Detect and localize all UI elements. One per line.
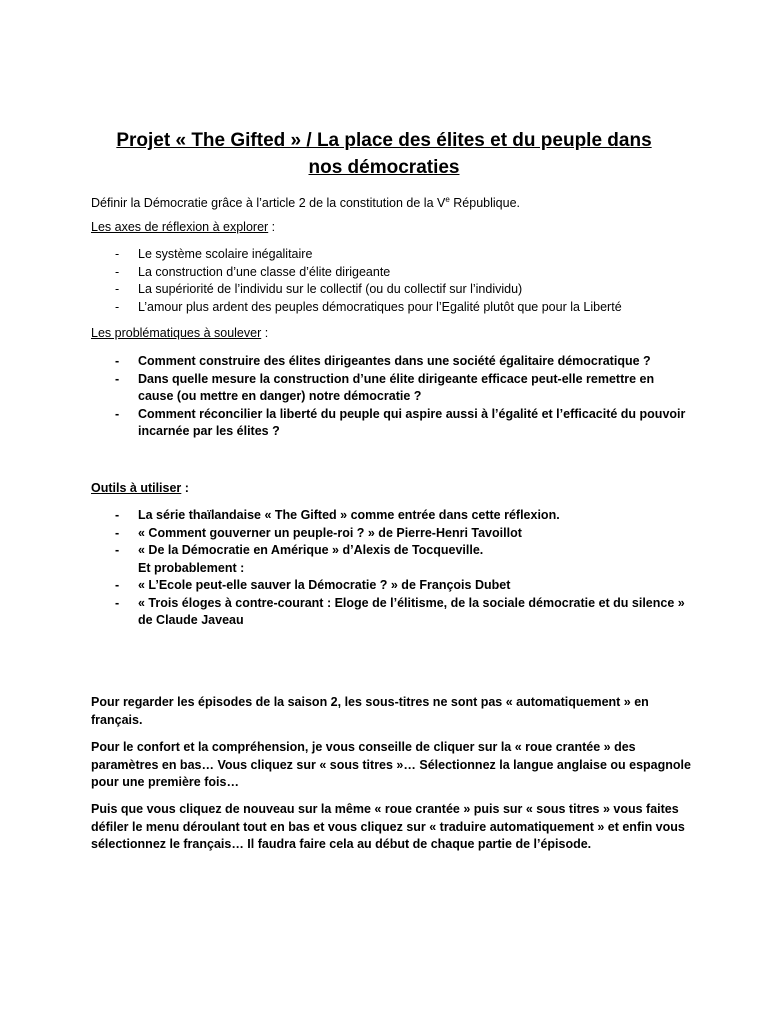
dash-bullet: - <box>115 508 120 522</box>
list-item-text: Comment construire des élites dirigeantes dans une société égalitaire démocratique ? <box>138 354 651 368</box>
intro-end: République. <box>449 196 520 211</box>
list-item <box>91 371 691 406</box>
title-line-1: Projet « The Gifted » / La place des élites et du peuple dans <box>116 130 652 151</box>
list-item-text: Le système scolaire inégalitaire <box>138 247 313 261</box>
list-item <box>91 507 691 525</box>
list-item <box>91 595 691 630</box>
outils-heading-line <box>91 480 691 498</box>
list-item-text: Comment réconcilier la liberté du peuple qui aspire aussi à l’égalité et l’efficacité du pouvoir incarnée par les élites ? <box>138 406 686 438</box>
list-item-text: « Trois éloges à contre-courant : Eloge de l’élitisme, de la sociale démocratie et du silence » de Claude Javeau <box>138 595 685 627</box>
list-item <box>91 577 691 595</box>
list-item-text: « L’Ecole peut-elle sauver la Démocratie ? » de François Dubet <box>138 578 511 592</box>
axes-list <box>91 246 691 316</box>
list-item-text: « Comment gouverner un peuple-roi ? » de Pierre-Henri Tavoillot <box>138 525 522 540</box>
dash-bullet: - <box>115 543 120 557</box>
list-item <box>91 281 691 299</box>
outils-list <box>91 507 691 630</box>
list-item <box>91 406 691 441</box>
list-item <box>91 353 691 371</box>
note-paragraph: Puis que vous cliquez de nouveau sur la même « roue crantée » puis sur « sous titres » vous faites défiler le menu déroulant tout en bas et vous cliquez sur « traduire automatiquement » et enfin vous sélectionnez le français… Il faudra faire cela au début de chaque partie de l’épisode. <box>91 802 685 851</box>
problematiques-list <box>91 353 691 441</box>
outils-colon: : <box>181 481 189 495</box>
dash-bullet: - <box>115 282 120 296</box>
list-item-text: Dans quelle mesure la construction d’une élite dirigeante efficace peut-elle remettre en cause (ou mettre en danger) notre démocratie ? <box>138 371 655 403</box>
list-item <box>91 299 691 317</box>
list-item <box>91 264 691 282</box>
list-item-text: L’amour plus ardent des peuples démocratiques pour l’Egalité plutôt que pour la Liberté <box>138 299 622 314</box>
note-paragraph: Pour le confort et la compréhension, je vous conseille de cliquer sur la « roue crantée » des paramètres en bas… Vous cliquez sur « sous titres »… Sélectionnez la langue anglaise ou espagnole pour une première fois… <box>91 740 691 789</box>
dash-bullet: - <box>115 299 120 314</box>
dash-bullet: - <box>115 578 120 592</box>
document-title <box>60 127 708 181</box>
intro-paragraph <box>91 191 691 213</box>
dash-bullet: - <box>115 595 120 610</box>
list-item-text: « De la Démocratie en Amérique » d’Alexis de Tocqueville. <box>138 543 484 557</box>
list-item-text: La construction d’une classe d’élite dirigeante <box>138 264 391 279</box>
list-item <box>91 246 691 264</box>
list-item <box>91 542 691 560</box>
axes-colon: : <box>268 220 276 234</box>
problematiques-colon: : <box>261 326 269 340</box>
dash-bullet: - <box>115 264 120 279</box>
note-paragraph: Pour regarder les épisodes de la saison 2, les sous-titres ne sont pas « automatiquement » en français. <box>91 695 649 727</box>
intro-text: Définir la Démocratie grâce à l’article 2 de la constitution de la V <box>91 196 446 211</box>
problematiques-heading-line <box>91 325 691 343</box>
intro-superscript: e <box>445 195 450 204</box>
axes-heading: Les axes de réflexion à explorer <box>91 220 269 234</box>
outils-heading: Outils à utiliser <box>91 481 182 495</box>
problematiques-heading: Les problématiques à soulever <box>91 326 262 340</box>
title-line-2: nos démocraties <box>308 157 460 178</box>
probably-text: Et probablement : <box>138 560 245 575</box>
list-item-text: La supériorité de l’individu sur le collectif (ou du collectif sur l’individu) <box>138 282 523 296</box>
dash-bullet: - <box>115 525 120 540</box>
list-item <box>91 525 691 543</box>
dash-bullet: - <box>115 406 120 421</box>
dash-bullet: - <box>115 371 120 386</box>
list-item-text: La série thaïlandaise « The Gifted » comme entrée dans cette réflexion. <box>138 508 560 522</box>
dash-bullet: - <box>115 354 120 368</box>
axes-heading-line <box>91 219 691 237</box>
dash-bullet: - <box>115 247 120 261</box>
list-subnote <box>91 560 691 578</box>
